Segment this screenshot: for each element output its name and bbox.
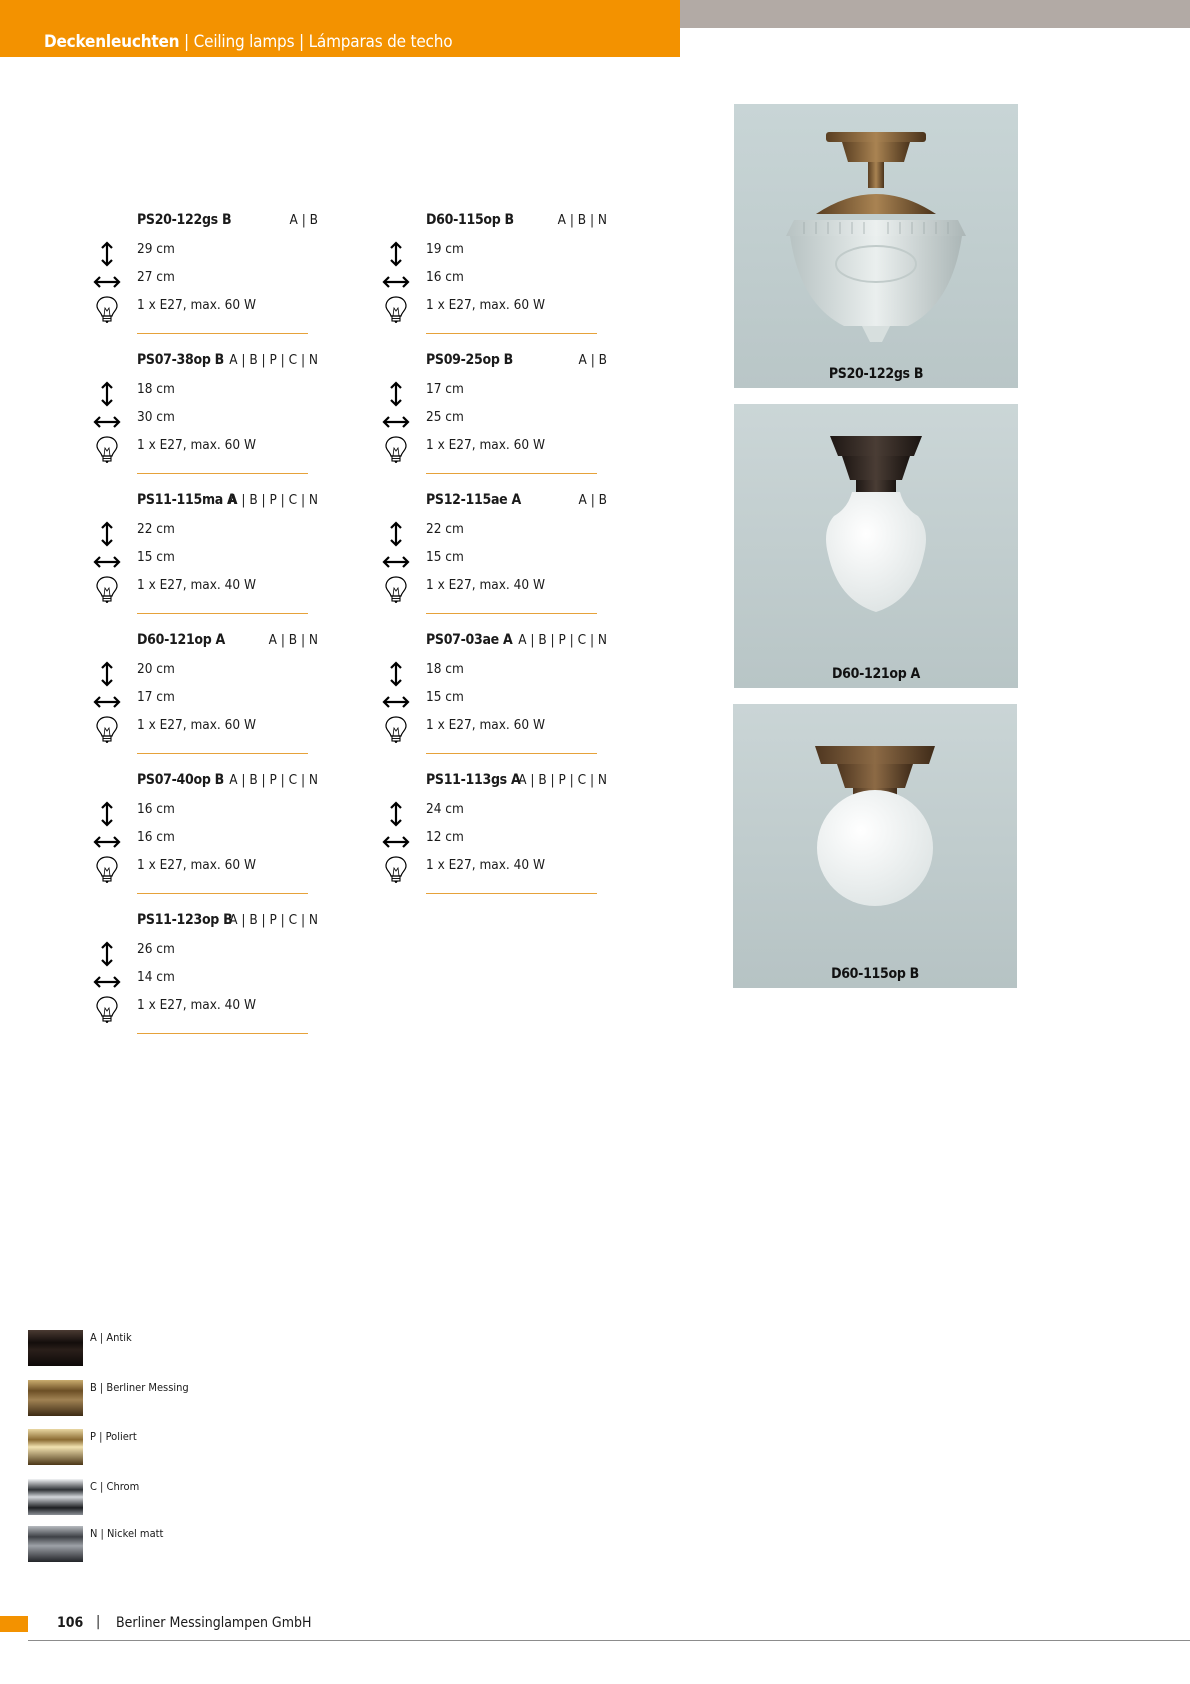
finish-label: C | Chrom [90, 1480, 140, 1493]
height-icon [92, 800, 122, 828]
width-icon [381, 688, 411, 716]
width-icon [381, 268, 411, 296]
width-icon [92, 268, 122, 296]
finish-swatch-nickel-matt [28, 1526, 83, 1562]
product-name: PS11-123op B [137, 912, 233, 928]
product-bulb: 1 x E27, max. 60 W [137, 437, 256, 453]
product-bulb: 1 x E27, max. 40 W [137, 997, 256, 1013]
width-icon [381, 828, 411, 856]
product-width: 15 cm [426, 689, 464, 705]
page-title: Deckenleuchten | Ceiling lamps | Lámparas de techo [44, 32, 453, 52]
bulb-icon [92, 576, 122, 604]
product-width: 27 cm [137, 269, 175, 285]
divider [426, 893, 597, 894]
product-height: 18 cm [426, 661, 464, 677]
product-bulb: 1 x E27, max. 60 W [426, 717, 545, 733]
finish-swatch-berliner-messing [28, 1380, 83, 1416]
product-bulb: 1 x E27, max. 40 W [137, 577, 256, 593]
product-bulb: 1 x E27, max. 40 W [426, 577, 545, 593]
product-width: 16 cm [137, 829, 175, 845]
width-icon [92, 828, 122, 856]
width-icon [92, 688, 122, 716]
product-height: 16 cm [137, 801, 175, 817]
product-height: 24 cm [426, 801, 464, 817]
lamp-photo-globe-shade [733, 704, 1017, 988]
product-name: D60-121op A [137, 632, 226, 648]
height-icon [92, 520, 122, 548]
company-name: Berliner Messinglampen GmbH [116, 1615, 312, 1631]
height-icon [381, 520, 411, 548]
height-icon [92, 940, 122, 968]
product-bulb: 1 x E27, max. 60 W [137, 297, 256, 313]
product-name: PS12-115ae A [426, 492, 521, 508]
product-height: 29 cm [137, 241, 175, 257]
height-icon [92, 240, 122, 268]
product-name: D60-115op B [426, 212, 514, 228]
finish-swatch-antik [28, 1330, 83, 1366]
product-name: PS11-113gs A [426, 772, 521, 788]
product-height: 18 cm [137, 381, 175, 397]
divider [137, 893, 308, 894]
product-name: PS07-03ae A [426, 632, 513, 648]
height-icon [381, 660, 411, 688]
product-width: 12 cm [426, 829, 464, 845]
bulb-icon [92, 996, 122, 1024]
product-finishes: A | B [578, 352, 607, 368]
divider [137, 753, 308, 754]
product-height: 20 cm [137, 661, 175, 677]
product-width: 30 cm [137, 409, 175, 425]
product-finishes: A | B | P | C | N [229, 352, 318, 368]
width-icon [92, 968, 122, 996]
product-bulb: 1 x E27, max. 60 W [426, 297, 545, 313]
footer-rule [28, 1640, 1190, 1641]
photo-caption: D60-121op A [831, 666, 920, 682]
bulb-icon [381, 436, 411, 464]
product-name: PS11-115ma A [137, 492, 237, 508]
footer-separator: | [96, 1614, 101, 1630]
product-finishes: A | B | P | C | N [229, 492, 318, 508]
divider [137, 473, 308, 474]
height-icon [381, 800, 411, 828]
finish-label: B | Berliner Messing [90, 1381, 189, 1394]
divider [426, 753, 597, 754]
product-width: 15 cm [426, 549, 464, 565]
product-name: PS20-122gs B [137, 212, 232, 228]
product-name: PS07-38op B [137, 352, 224, 368]
footer-accent [0, 1616, 28, 1632]
width-icon [92, 548, 122, 576]
bulb-icon [92, 296, 122, 324]
divider [137, 613, 308, 614]
finish-swatch-chrom [28, 1479, 83, 1515]
width-icon [381, 408, 411, 436]
product-finishes: A | B | N [268, 632, 318, 648]
product-height: 22 cm [137, 521, 175, 537]
product-width: 14 cm [137, 969, 175, 985]
bulb-icon [92, 716, 122, 744]
product-bulb: 1 x E27, max. 60 W [137, 857, 256, 873]
finish-label: N | Nickel matt [90, 1527, 164, 1540]
product-width: 15 cm [137, 549, 175, 565]
height-icon [92, 660, 122, 688]
lamp-photo-glass-dome [734, 104, 1018, 388]
height-icon [92, 380, 122, 408]
bulb-icon [381, 576, 411, 604]
product-width: 16 cm [426, 269, 464, 285]
bulb-icon [92, 436, 122, 464]
divider [137, 333, 308, 334]
header-accent-grey [680, 0, 1190, 28]
product-finishes: A | B [578, 492, 607, 508]
product-bulb: 1 x E27, max. 60 W [426, 437, 545, 453]
product-name: PS09-25op B [426, 352, 513, 368]
height-icon [381, 240, 411, 268]
bulb-icon [92, 856, 122, 884]
divider [426, 613, 597, 614]
product-photo [733, 704, 1017, 988]
finish-label: A | Antik [90, 1331, 132, 1344]
product-finishes: A | B | P | C | N [229, 772, 318, 788]
bulb-icon [381, 716, 411, 744]
product-finishes: A | B | P | C | N [518, 772, 607, 788]
divider [426, 473, 597, 474]
product-width: 25 cm [426, 409, 464, 425]
bulb-icon [381, 856, 411, 884]
lamp-photo-acorn-shade [734, 404, 1018, 688]
product-height: 26 cm [137, 941, 175, 957]
product-finishes: A | B | P | C | N [518, 632, 607, 648]
finish-swatch-poliert [28, 1429, 83, 1465]
bulb-icon [381, 296, 411, 324]
photo-caption: PS20-122gs B [828, 366, 924, 382]
product-name: PS07-40op B [137, 772, 224, 788]
photo-caption: D60-115op B [831, 966, 919, 982]
product-photo [734, 404, 1018, 688]
width-icon [381, 548, 411, 576]
height-icon [381, 380, 411, 408]
finish-label: P | Poliert [90, 1430, 137, 1443]
width-icon [92, 408, 122, 436]
product-finishes: A | B [289, 212, 318, 228]
product-photo [734, 104, 1018, 388]
product-height: 22 cm [426, 521, 464, 537]
product-finishes: A | B | P | C | N [229, 912, 318, 928]
product-finishes: A | B | N [557, 212, 607, 228]
product-bulb: 1 x E27, max. 40 W [426, 857, 545, 873]
product-height: 19 cm [426, 241, 464, 257]
divider [426, 333, 597, 334]
divider [137, 1033, 308, 1034]
product-width: 17 cm [137, 689, 175, 705]
product-height: 17 cm [426, 381, 464, 397]
page-number: 106 [57, 1615, 84, 1631]
product-bulb: 1 x E27, max. 60 W [137, 717, 256, 733]
